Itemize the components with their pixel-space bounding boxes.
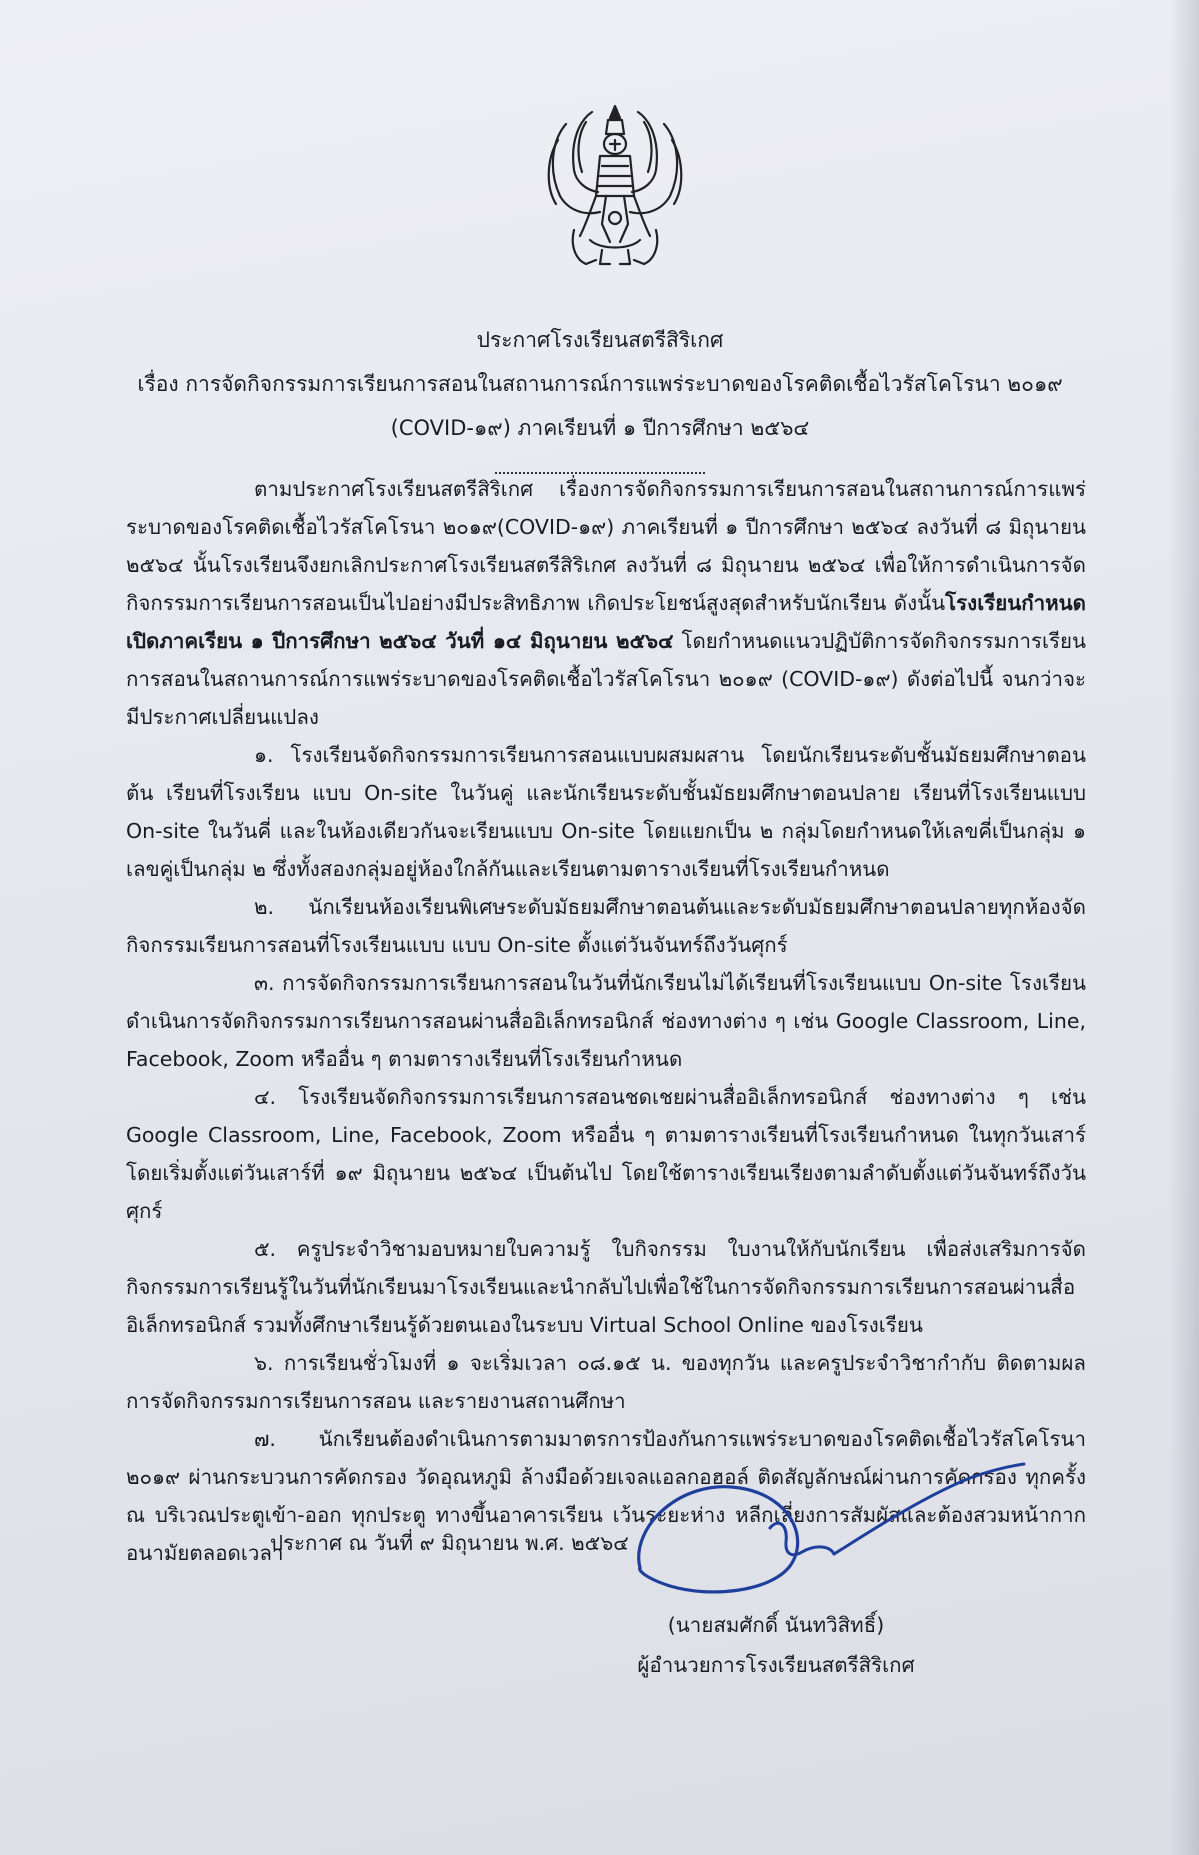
signature-icon xyxy=(620,1458,1040,1608)
item-3: ๓. การจัดกิจกรรมการเรียนการสอนในวันที่นักเรียนไม่ได้เรียนที่โรงเรียนแบบ On-site โรงเรียนดำเนินการจัดกิจกรรมการเรียนการสอนผ่านสื่ออิเล็กทรอนิกส์ ช่องทางต่าง ๆ เช่น Google Classroom, Line, Facebook, Zoom หรืออื่น ๆ ตามตารางเรียนที่โรงเรียนกำหนด xyxy=(126,971,1086,1071)
announcement-subject: เรื่อง การจัดกิจกรรมการเรียนการสอนในสถานการณ์การแพร่ระบาดของโรคติดเชื้อไวรัสโคโรนา ๒๐๑๙ xyxy=(137,372,1063,396)
announcement-body xyxy=(126,470,1086,1572)
signer-block xyxy=(616,1605,936,1685)
intro-bold-text: โรงเรียนกำหนดเปิดภาคเรียน ๑ ปีการศึกษา ๒๕๖๔ วันที่ ๑๔ มิถุนายน ๒๕๖๔ xyxy=(126,591,1086,653)
garuda-emblem-icon xyxy=(530,100,700,270)
signer-name: (นายสมศักดิ์ นันทวิสิทธิ์) xyxy=(667,1613,885,1637)
announcement-subject-cont: (COVID-๑๙) ภาคเรียนที่ ๑ ปีการศึกษา ๒๕๖๔ xyxy=(390,416,810,440)
intro-text-cont: โดยกำหนดแนวปฏิบัติการจัดกิจกรรมการเรียนการสอนในสถานการณ์การแพร่ระบาดของโรคติดเชื้อไวรัสโคโรนา ๒๐๑๙ (COVID-๑๙) ดังต่อไปนี้ จนกว่าจะมีประกาศเปลี่ยนแปลง xyxy=(126,629,1087,729)
signer-title: ผู้อำนวยการโรงเรียนสตรีสิริเกศ xyxy=(637,1653,915,1677)
item-1: ๑. โรงเรียนจัดกิจกรรมการเรียนการสอนแบบผสมผสาน โดยนักเรียนระดับชั้นมัธยมศึกษาตอนต้น เรียนที่โรงเรียน แบบ On-site ในวันคู่ และนักเรียนระดับชั้นมัธยมศึกษาตอนปลาย เรียนที่โรงเรียนแบบ On-site ในวันคี่ และในห้องเดียวกันจะเรียนแบบ On-site โดยแยกเป็น ๒ กลุ่มโดยกำหนดให้เลขคี่เป็นกลุ่ม ๑ เลขคู่เป็นกลุ่ม ๒ ซึ่งทั้งสองกลุ่มอยู่ห้องใกล้กันและเรียนตามตารางเรียนที่โรงเรียนกำหนด xyxy=(126,743,1086,881)
item-4: ๔. โรงเรียนจัดกิจกรรมการเรียนการสอนชดเชยผ่านสื่ออิเล็กทรอนิกส์ ช่องทางต่าง ๆ เช่น Google Classroom, Line, Facebook, Zoom หรืออื่น ๆ ตามตารางเรียนที่โรงเรียนกำหนด ในทุกวันเสาร์โดยเริ่มตั้งแต่วันเสาร์ที่ ๑๙ มิถุนายน ๒๕๖๔ เป็นต้นไป โดยใช้ตารางเรียนเรียงตามลำดับตั้งแต่วันจันทร์ถึงวันศุกร์ xyxy=(126,1085,1086,1223)
announcement-header xyxy=(130,318,1070,474)
announcement-date: ประกาศ ณ วันที่ ๙ มิถุนายน พ.ศ. ๒๕๖๔ xyxy=(270,1531,629,1555)
item-2: ๒. นักเรียนห้องเรียนพิเศษระดับมัธยมศึกษาตอนต้นและระดับมัธยมศึกษาตอนปลายทุกห้องจัดกิจกรรมเรียนการสอนที่โรงเรียนแบบ แบบ On-site ตั้งแต่วันจันทร์ถึงวันศุกร์ xyxy=(126,895,1086,957)
intro-paragraph xyxy=(126,470,1086,736)
intro-text: ตามประกาศโรงเรียนสตรีสิริเกศ เรื่องการจัดกิจกรรมการเรียนการสอนในสถานการณ์การแพร่ระบาดของโรคติดเชื้อไวรัสโคโรนา ๒๐๑๙(COVID-๑๙) ภาคเรียนที่ ๑ ปีการศึกษา ๒๕๖๔ ลงวันที่ ๘ มิถุนายน ๒๕๖๔ นั้นโรงเรียนจึงยกเลิกประกาศโรงเรียนสตรีสิริเกศ ลงวันที่ ๘ มิถุนายน ๒๕๖๔ เพื่อให้การดำเนินการจัดกิจกรรมการเรียนการสอนเป็นไปอย่างมีประสิทธิภาพ เกิดประโยชน์สูงสุดสำหรับนักเรียน ดังนั้น xyxy=(126,477,1086,615)
item-6: ๖. การเรียนชั่วโมงที่ ๑ จะเริ่มเวลา ๐๘.๑๕ น. ของทุกวัน และครูประจำวิชากำกับ ติดตามผลการจัดกิจกรรมการเรียนการสอน และรายงานสถานศึกษา xyxy=(126,1351,1086,1413)
item-7: ๗. นักเรียนต้องดำเนินการตามมาตรการป้องกันการแพร่ระบาดของโรคติดเชื้อไวรัสโคโรนา ๒๐๑๙ ผ่านกระบวนการคัดกรอง วัดอุณหภูมิ ล้างมือด้วยเจลแอลกอฮอล์ ติดสัญลักษณ์ผ่านการคัดกรอง ทุกครั้ง ณ บริเวณประตูเข้า-ออก ทุกประตู ทางขึ้นอาคารเรียน เว้นระยะห่าง หลีกเลี่ยงการสัมผัสและต้องสวมหน้ากากอนามัยตลอดเวลา xyxy=(126,1427,1086,1565)
announcement-issuer: ประกาศโรงเรียนสตรีสิริเกศ xyxy=(476,328,724,352)
item-5: ๕. ครูประจำวิชามอบหมายใบความรู้ ใบกิจกรรม ใบงานให้กับนักเรียน เพื่อส่งเสริมการจัดกิจกรรมการเรียนรู้ในวันที่นักเรียนมาโรงเรียนและนำกลับไปเพื่อใช้ในการจัดกิจกรรมการเรียนการสอนผ่านสื่ออิเล็กทรอนิกส์ รวมทั้งศึกษาเรียนรู้ด้วยตนเองในระบบ Virtual School Online ของโรงเรียน xyxy=(126,1237,1086,1337)
